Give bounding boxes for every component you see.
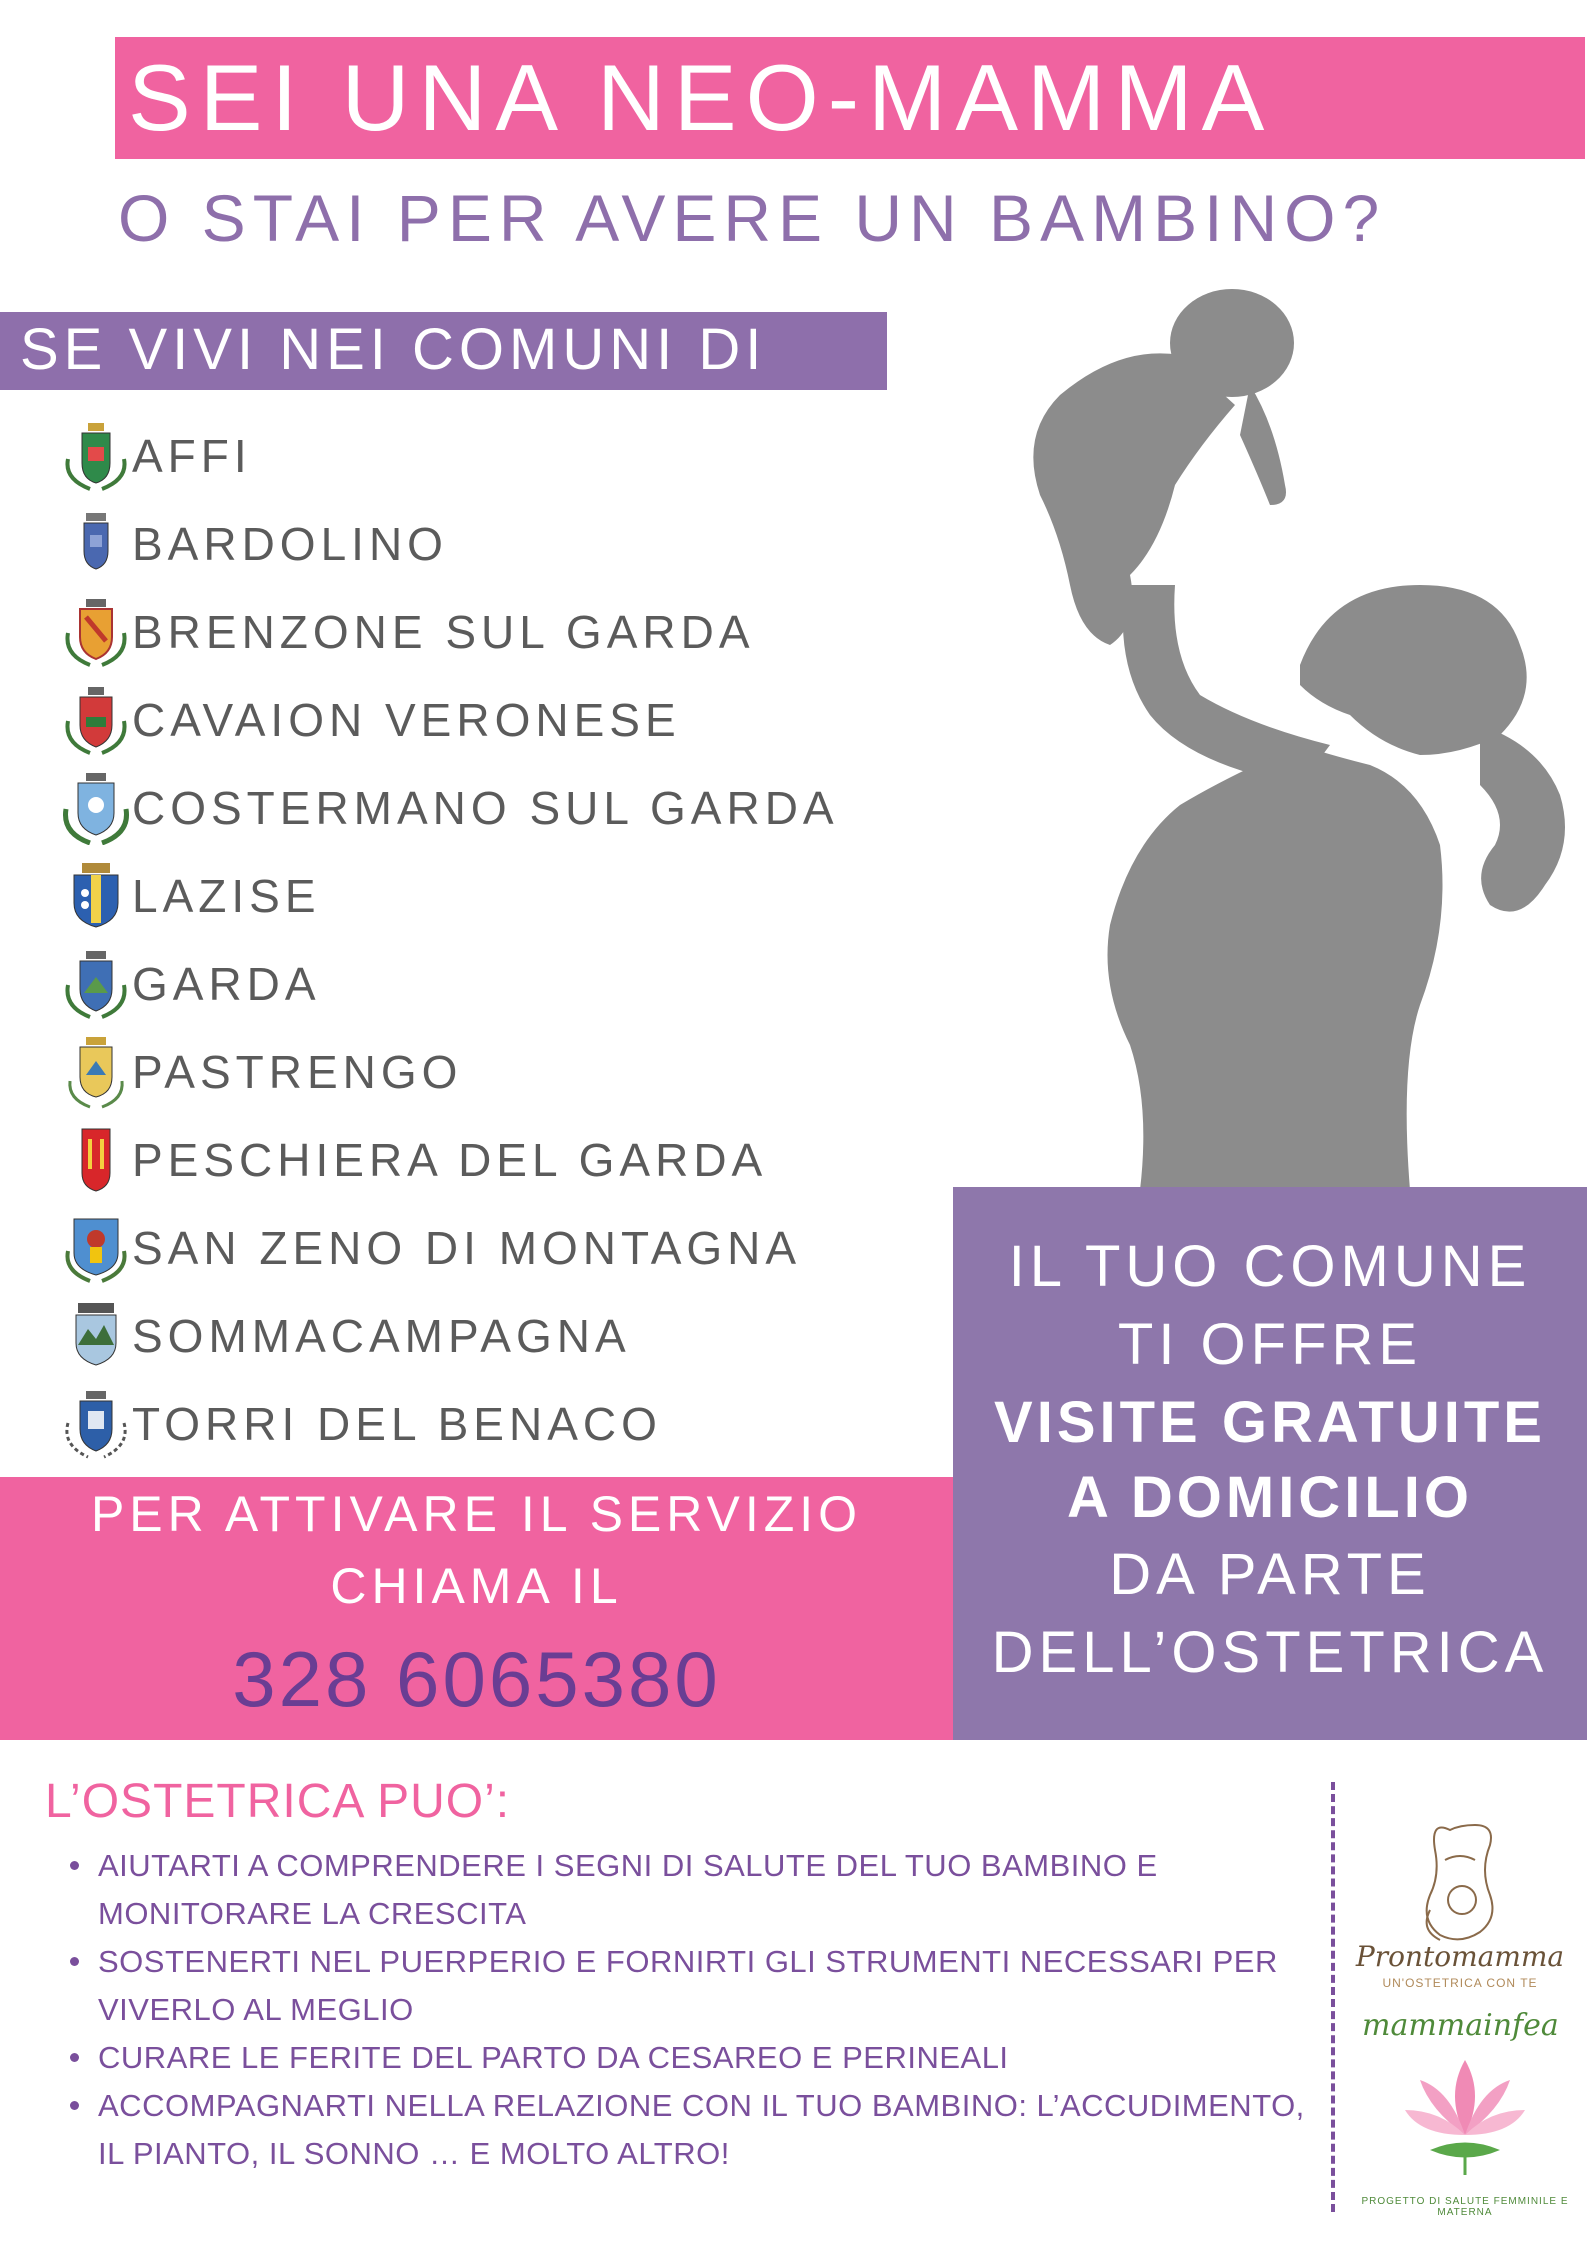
coat-of-arms-icon [60,1123,132,1197]
town-name: BARDOLINO [132,518,448,570]
town-name: LAZISE [132,870,321,922]
page-title: SEI UNA NEO-MAMMA [128,45,1274,150]
coat-of-arms-icon [60,859,132,933]
list-item [60,1116,960,1204]
offer-highlight-2: A DOMICILIO [1067,1465,1473,1530]
town-name: TORRI DEL BENACO [132,1398,662,1450]
list-item [60,1292,960,1380]
dashed-divider [1331,1782,1335,2212]
offer-line-5: DA PARTE [1109,1542,1431,1607]
mother-baby-silhouette-icon [1000,285,1585,1190]
town-name: AFFI [132,430,252,482]
offer-line-1: IL TUO COMUNE [1008,1234,1532,1299]
list-item [60,588,960,676]
list-item: ACCOMPAGNARTI NELLA RELAZIONE CON IL TUO BAMBINO: L’ACCUDIMENTO, IL PIANTO, IL SONNO … E MOLTO ALTRO! [68,2082,1318,2178]
list-item [60,1380,960,1468]
offer-line-2: TI OFFRE [1117,1312,1423,1377]
mammainfea-tagline: PROGETTO DI SALUTE FEMMINILE E MATERNA [1361,2196,1569,2218]
town-name: PESCHIERA DEL GARDA [132,1134,768,1186]
list-item [60,676,960,764]
town-list [60,412,960,1468]
ostetrica-list [68,1842,1318,2178]
coat-of-arms-icon [60,1035,132,1109]
offer-line-6: DELL’OSTETRICA [991,1620,1549,1685]
list-item [60,940,960,1028]
list-item: CURARE LE FERITE DEL PARTO DA CESAREO E PERINEALI [68,2034,1318,2082]
page-subtitle: O STAI PER AVERE UN BAMBINO? [118,181,1387,255]
phone-number[interactable]: 328 6065380 [232,1635,721,1723]
list-item [60,412,960,500]
prontomamma-tagline: UN'OSTETRICA CON TE [1382,1976,1538,1990]
coat-of-arms-icon [60,595,132,669]
town-name: GARDA [132,958,321,1010]
list-item: SOSTENERTI NEL PUERPERIO E FORNIRTI GLI STRUMENTI NECESSARI PER VIVERLO AL MEGLIO [68,1938,1318,2034]
list-item: AIUTARTI A COMPRENDERE I SEGNI DI SALUTE DEL TUO BAMBINO E MONITORARE LA CRESCITA [68,1842,1318,1938]
town-name: SAN ZENO DI MONTAGNA [132,1222,802,1274]
town-name: PASTRENGO [132,1046,463,1098]
list-item [60,852,960,940]
coat-of-arms-icon [60,947,132,1021]
list-item [60,764,960,852]
offer-highlight-1: VISITE GRATUITE [994,1390,1546,1455]
coat-of-arms-icon [60,507,132,581]
coat-of-arms-icon [60,771,132,845]
coat-of-arms-icon [60,683,132,757]
prontomamma-logo [1340,1800,1580,2000]
mammainfea-name: mammainfea [1362,2008,1559,2043]
call-instruction-2: CHIAMA IL [330,1558,623,1614]
list-item [60,500,960,588]
town-name: CAVAION VERONESE [132,694,681,746]
town-name: SOMMACAMPAGNA [132,1310,631,1362]
comuni-heading: SE VIVI NEI COMUNI DI [20,317,767,382]
prontomamma-name: Prontomamma [1355,1940,1565,1973]
ostetrica-title: L’OSTETRICA PUO’: [45,1775,511,1828]
town-name: COSTERMANO SUL GARDA [132,782,839,834]
coat-of-arms-icon [60,419,132,493]
list-item [60,1204,960,1292]
list-item [60,1028,960,1116]
coat-of-arms-icon [60,1211,132,1285]
mammainfea-logo [1350,2000,1580,2230]
coat-of-arms-icon [60,1299,132,1373]
coat-of-arms-icon [60,1387,132,1461]
call-instruction-1: PER ATTIVARE IL SERVIZIO [90,1486,863,1542]
town-name: BRENZONE SUL GARDA [132,606,755,658]
